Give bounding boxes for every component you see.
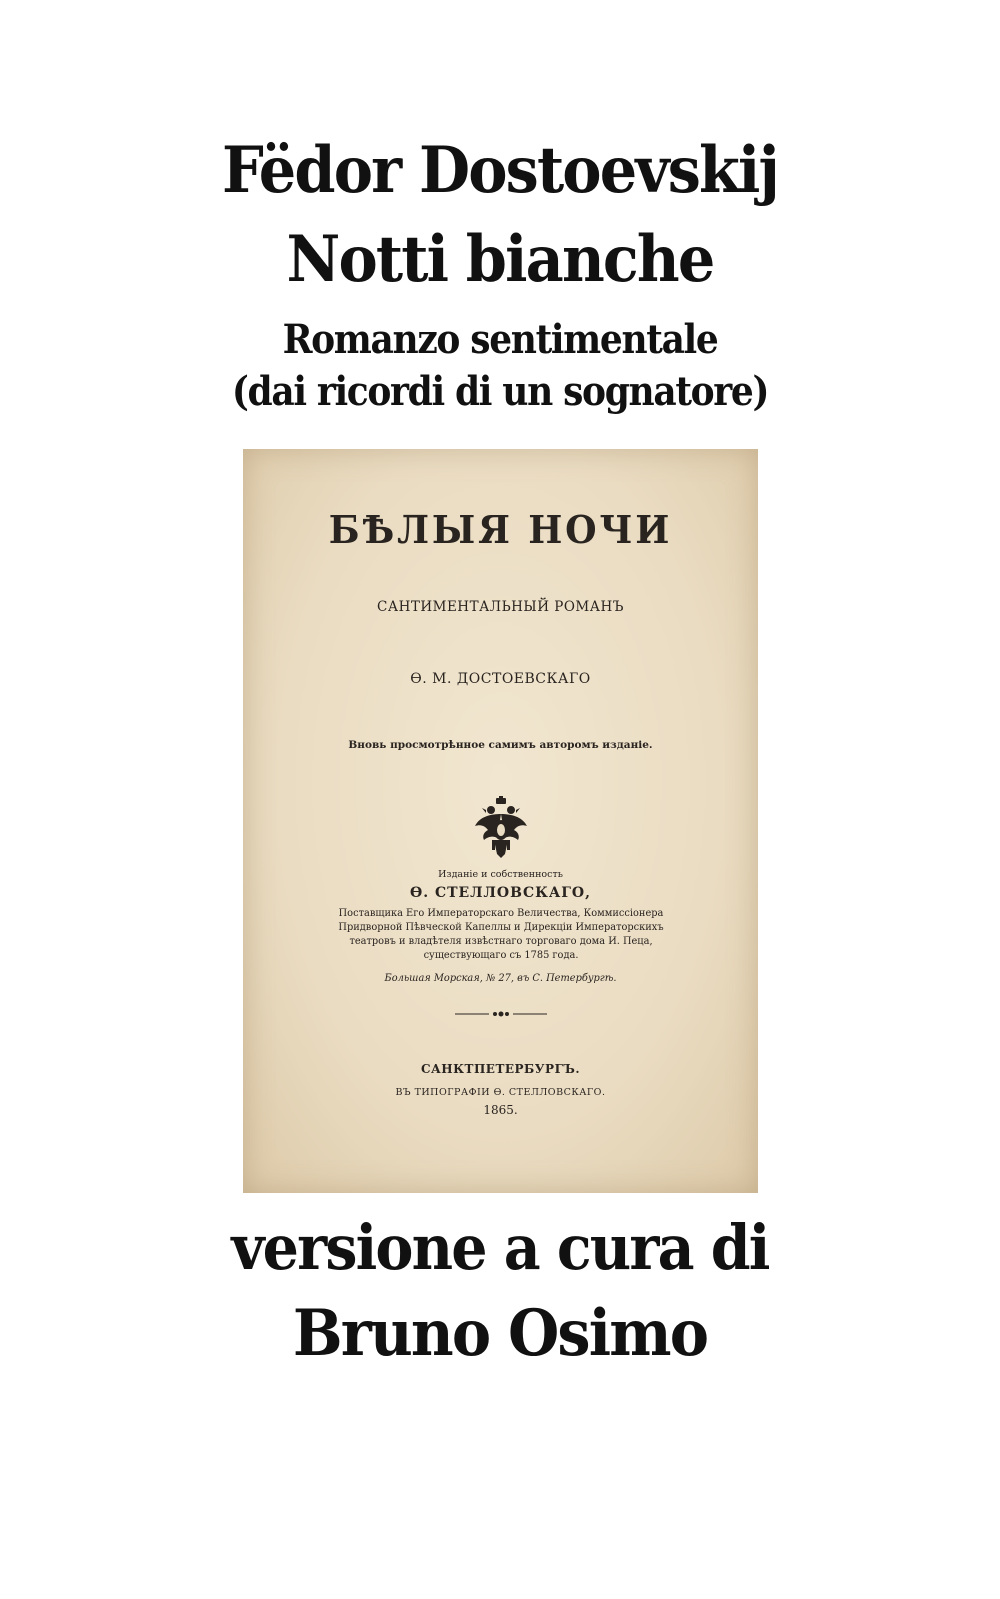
double-headed-eagle-icon xyxy=(472,796,530,860)
frontispiece-image xyxy=(243,449,758,1193)
frontispiece-edition-note: Вновь просмотрѣнное самимъ авторомъ изданіе. xyxy=(348,739,653,751)
cover-translator-block xyxy=(0,1208,1000,1380)
frontispiece-author: Ѳ. М. ДОСТОЕВСКАГО xyxy=(410,671,591,687)
publisher-line: театровъ и владѣтеля извѣстнаго торговаго дома И. Пеца, xyxy=(349,936,653,947)
publisher-line: Придворной Пѣвческой Капеллы и Дирекціи Императорскихъ xyxy=(338,922,664,933)
cover-author: Fëdor Dostoevskij xyxy=(222,133,778,208)
cover-subtitle xyxy=(50,314,950,418)
publisher-line: Поставщика Его Императорскаго Величества, Коммиссіонера xyxy=(338,908,664,919)
frontispiece-publisher-details xyxy=(307,907,695,963)
frontispiece-title: БѢЛЫЯ НОЧИ xyxy=(328,507,673,552)
cover-subtitle-line-2: (dai ricordi di un sognatore) xyxy=(231,368,769,415)
frontispiece-city: САНКТПЕТЕРБУРГЪ. xyxy=(420,1062,581,1076)
frontispiece-genre: САНТИМЕНТАЛЬНЫЙ РОМАНЪ xyxy=(377,599,624,615)
cover-title-block xyxy=(0,128,1000,418)
publisher-line: существующаго съ 1785 года. xyxy=(423,950,579,961)
cover-translator-label: versione a cura di xyxy=(231,1211,769,1284)
cover-subtitle-line-1: Romanzo sentimentale xyxy=(282,316,718,363)
frontispiece-publisher-label: Изданіе и собственность xyxy=(438,869,563,880)
frontispiece-press: ВЪ ТИПОГРАФІИ Ѳ. СТЕЛЛОВСКАГО. xyxy=(395,1087,606,1098)
cover-title: Notti bianche xyxy=(286,222,714,297)
frontispiece-year: 1865. xyxy=(483,1103,518,1117)
cover-translator-name: Bruno Osimo xyxy=(292,1296,708,1371)
frontispiece-publisher: Ѳ. СТЕЛЛОВСКАГО, xyxy=(410,885,591,901)
frontispiece-address: Большая Морская, № 27, въ С. Петербургѣ. xyxy=(384,973,617,984)
ornament-divider xyxy=(453,1009,549,1019)
